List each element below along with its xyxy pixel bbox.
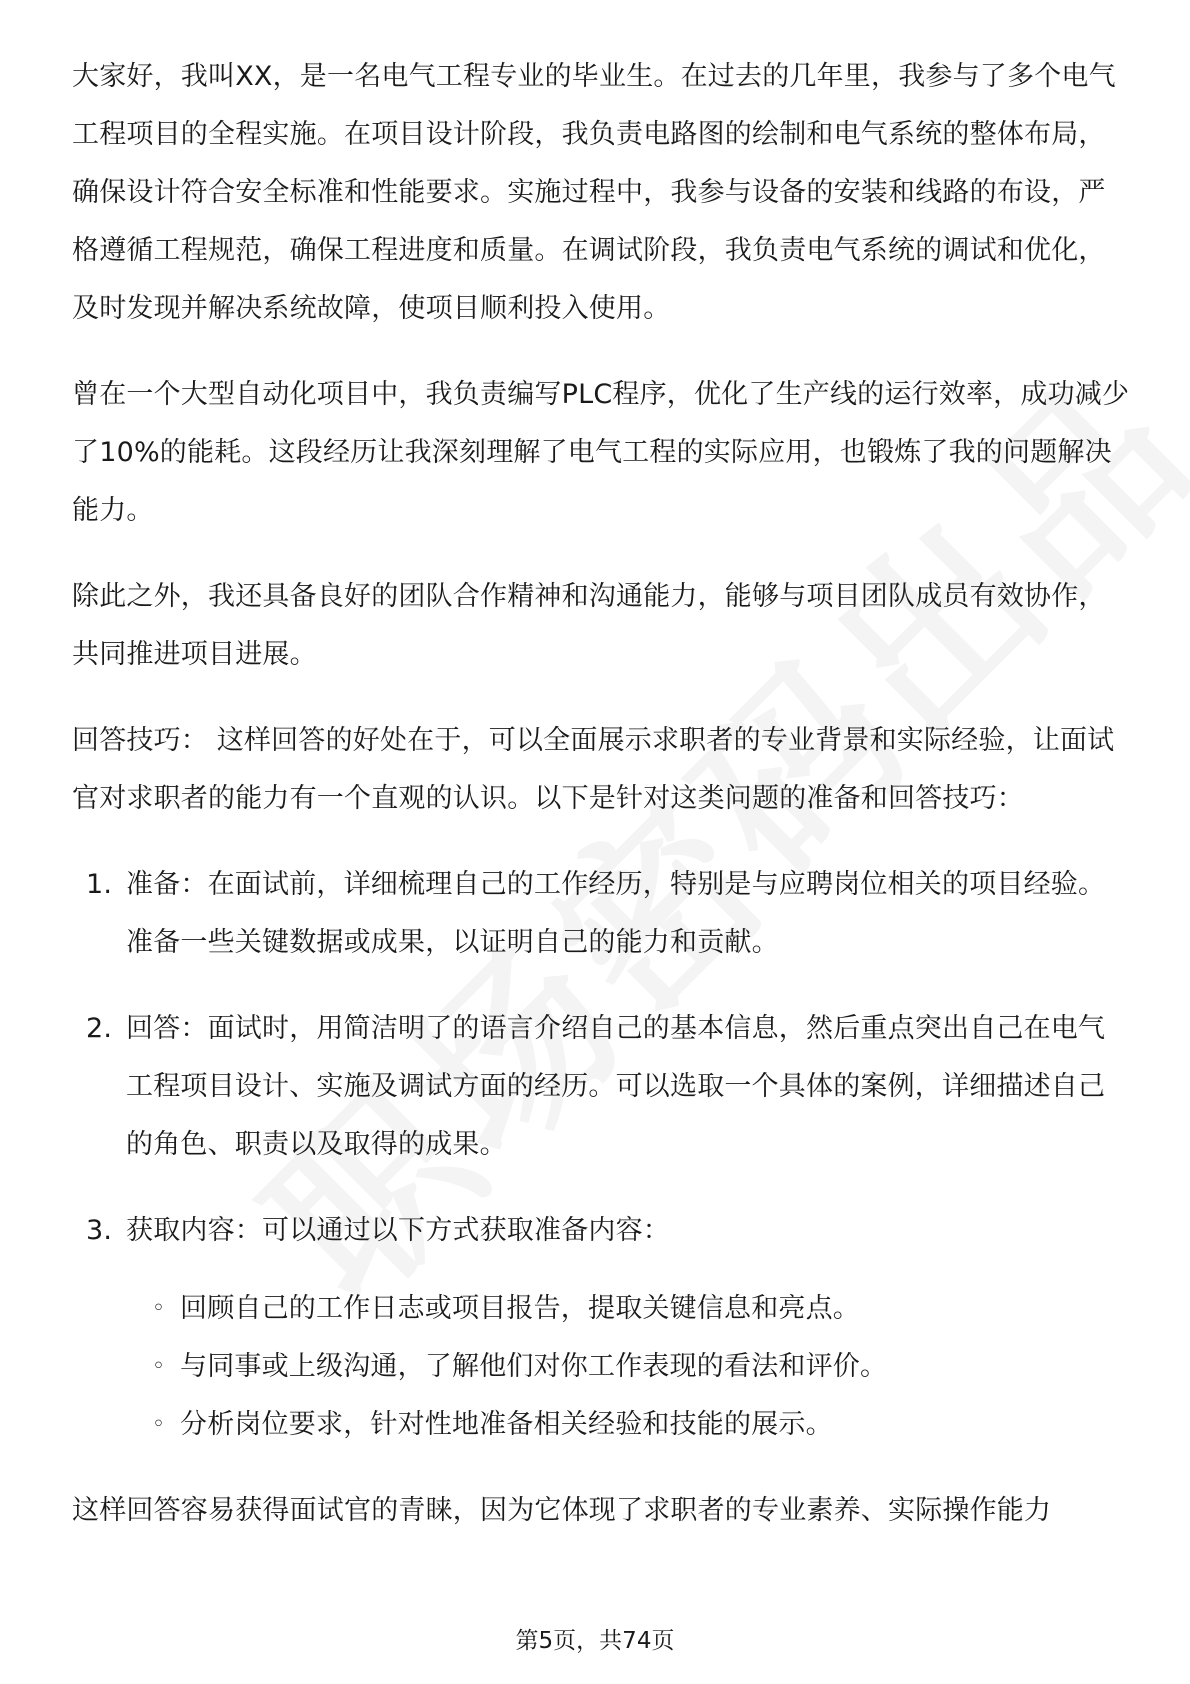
bullet-circle-icon: ◦ — [152, 1296, 166, 1321]
paragraph-tips: 回答技巧： 这样回答的好处在于，可以全面展示求职者的专业背景和实际经验，让面试官对求职者的能力有一个直观的认识。以下是针对这类问题的准备和回答技巧： — [72, 725, 1115, 814]
sub-list-item-text: 分析岗位要求，针对性地准备相关经验和技能的展示。 — [180, 1409, 833, 1440]
bullet-circle-icon: ◦ — [152, 1354, 166, 1379]
list-number: 2. — [86, 1013, 113, 1044]
list-item-text: 回答：面试时，用简洁明了的语言介绍自己的基本信息，然后重点突出自己在电气工程项目设计、实施及调试方面的经历。可以选取一个具体的案例，详细描述自己的角色、职责以及取得的成果。 — [126, 1013, 1106, 1160]
list-number: 1. — [86, 869, 113, 900]
list-item-answer — [72, 1000, 1132, 1174]
sub-list-item — [126, 1280, 1132, 1338]
sub-list-item-text: 回顾自己的工作日志或项目报告，提取关键信息和亮点。 — [180, 1293, 860, 1324]
list-number: 3. — [86, 1215, 113, 1246]
bullet-circle-icon: ◦ — [152, 1412, 166, 1437]
list-item-obtain-content — [72, 1202, 1132, 1454]
paragraph-intro: 大家好，我叫XX，是一名电气工程专业的毕业生。在过去的几年里，我参与了多个电气工程项目的全程实施。在项目设计阶段，我负责电路图的绘制和电气系统的整体布局，确保设计符合安全标准和性能要求。实施过程中，我参与设备的安装和线路的布设，严格遵循工程规范，确保工程进度和质量。在调试阶段，我负责电气系统的调试和优化，及时发现并解决系统故障，使项目顺利投入使用。 — [72, 61, 1116, 324]
paragraph-teamwork: 除此之外，我还具备良好的团队合作精神和沟通能力，能够与项目团队成员有效协作，共同推进项目进展。 — [72, 581, 1106, 670]
list-item-text: 获取内容：可以通过以下方式获取准备内容： — [126, 1215, 670, 1246]
sub-list — [126, 1280, 1132, 1454]
document-body — [72, 48, 1132, 1568]
list-item-prepare — [72, 856, 1132, 972]
sub-list-item — [126, 1338, 1132, 1396]
list-item-text: 准备：在面试前，详细梳理自己的工作经历，特别是与应聘岗位相关的项目经验。准备一些关键数据或成果，以证明自己的能力和贡献。 — [126, 869, 1106, 958]
paragraph-closing: 这样回答容易获得面试官的青睐，因为它体现了求职者的专业素养、实际操作能力 — [72, 1495, 1052, 1526]
sub-list-item — [126, 1396, 1132, 1454]
paragraph-plc-project: 曾在一个大型自动化项目中，我负责编写PLC程序，优化了生产线的运行效率，成功减少了10%的能耗。这段经历让我深刻理解了电气工程的实际应用，也锻炼了我的问题解决能力。 — [72, 379, 1130, 526]
sub-list-item-text: 与同事或上级沟通，了解他们对你工作表现的看法和评价。 — [180, 1351, 888, 1382]
page-footer: 第5页，共74页 — [515, 1628, 675, 1654]
numbered-list — [72, 856, 1132, 1454]
